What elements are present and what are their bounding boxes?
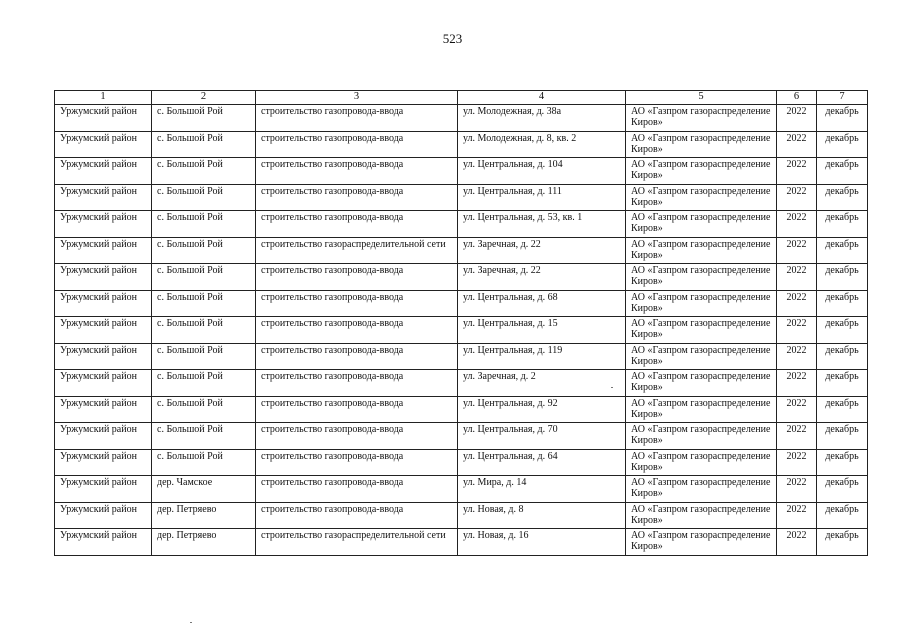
- cell-month: декабрь: [817, 423, 868, 450]
- cell-year: 2022: [777, 449, 817, 476]
- cell-month: декабрь: [817, 211, 868, 238]
- cell-work-type: строительство газопровода-ввода: [256, 131, 458, 158]
- cell-district: Уржумский район: [55, 211, 152, 238]
- cell-year: 2022: [777, 529, 817, 556]
- cell-district: Уржумский район: [55, 105, 152, 132]
- cell-locality: с. Большой Рой: [152, 370, 256, 397]
- cell-locality: с. Большой Рой: [152, 264, 256, 291]
- cell-locality: с. Большой Рой: [152, 105, 256, 132]
- cell-district: Уржумский район: [55, 264, 152, 291]
- scan-speck: [611, 387, 613, 388]
- cell-address: ул. Молодежная, д. 8, кв. 2: [458, 131, 626, 158]
- cell-district: Уржумский район: [55, 423, 152, 450]
- cell-work-type: строительство газопровода-ввода: [256, 317, 458, 344]
- cell-work-type: строительство газопровода-ввода: [256, 396, 458, 423]
- cell-address: ул. Центральная, д. 119: [458, 343, 626, 370]
- cell-district: Уржумский район: [55, 449, 152, 476]
- cell-work-type: строительство газопровода-ввода: [256, 211, 458, 238]
- cell-work-type: строительство газопровода-ввода: [256, 423, 458, 450]
- table-row: [55, 211, 868, 238]
- cell-year: 2022: [777, 502, 817, 529]
- table-header-row: [55, 91, 868, 105]
- cell-organization: АО «Газпром газораспределение Киров»: [626, 158, 777, 185]
- cell-address: ул. Центральная, д. 15: [458, 317, 626, 344]
- cell-month: декабрь: [817, 158, 868, 185]
- cell-address: ул. Заречная, д. 22: [458, 264, 626, 291]
- table-row: [55, 476, 868, 503]
- cell-locality: с. Большой Рой: [152, 290, 256, 317]
- cell-organization: АО «Газпром газораспределение Киров»: [626, 211, 777, 238]
- cell-work-type: строительство газораспределительной сети: [256, 237, 458, 264]
- cell-year: 2022: [777, 370, 817, 397]
- cell-month: декабрь: [817, 396, 868, 423]
- cell-work-type: строительство газопровода-ввода: [256, 449, 458, 476]
- cell-address: ул. Мира, д. 14: [458, 476, 626, 503]
- cell-locality: дер. Чамское: [152, 476, 256, 503]
- cell-month: декабрь: [817, 449, 868, 476]
- cell-year: 2022: [777, 184, 817, 211]
- cell-locality: с. Большой Рой: [152, 343, 256, 370]
- cell-district: Уржумский район: [55, 237, 152, 264]
- cell-district: Уржумский район: [55, 502, 152, 529]
- cell-locality: с. Большой Рой: [152, 131, 256, 158]
- cell-locality: с. Большой Рой: [152, 317, 256, 344]
- cell-month: декабрь: [817, 529, 868, 556]
- cell-locality: с. Большой Рой: [152, 237, 256, 264]
- cell-organization: АО «Газпром газораспределение Киров»: [626, 370, 777, 397]
- cell-district: Уржумский район: [55, 370, 152, 397]
- column-header-district: 1: [55, 91, 152, 105]
- cell-address: ул. Центральная, д. 70: [458, 423, 626, 450]
- cell-district: Уржумский район: [55, 131, 152, 158]
- cell-year: 2022: [777, 237, 817, 264]
- cell-year: 2022: [777, 290, 817, 317]
- cell-organization: АО «Газпром газораспределение Киров»: [626, 476, 777, 503]
- cell-work-type: строительство газопровода-ввода: [256, 184, 458, 211]
- cell-locality: с. Большой Рой: [152, 158, 256, 185]
- cell-work-type: строительство газопровода-ввода: [256, 158, 458, 185]
- table-row: [55, 237, 868, 264]
- cell-organization: АО «Газпром газораспределение Киров»: [626, 449, 777, 476]
- table-row: [55, 264, 868, 291]
- cell-address: ул. Центральная, д. 68: [458, 290, 626, 317]
- cell-district: Уржумский район: [55, 317, 152, 344]
- table-row: [55, 396, 868, 423]
- cell-month: декабрь: [817, 105, 868, 132]
- page-number: 523: [442, 31, 463, 46]
- cell-year: 2022: [777, 158, 817, 185]
- column-header-year: 6: [777, 91, 817, 105]
- scan-speck: [190, 622, 192, 623]
- table-row: [55, 529, 868, 556]
- cell-locality: дер. Петряево: [152, 502, 256, 529]
- cell-organization: АО «Газпром газораспределение Киров»: [626, 317, 777, 344]
- cell-year: 2022: [777, 343, 817, 370]
- cell-work-type: строительство газопровода-ввода: [256, 264, 458, 291]
- cell-address: ул. Центральная, д. 104: [458, 158, 626, 185]
- cell-district: Уржумский район: [55, 343, 152, 370]
- cell-organization: АО «Газпром газораспределение Киров»: [626, 105, 777, 132]
- cell-month: декабрь: [817, 502, 868, 529]
- cell-year: 2022: [777, 317, 817, 344]
- cell-district: Уржумский район: [55, 529, 152, 556]
- cell-organization: АО «Газпром газораспределение Киров»: [626, 290, 777, 317]
- cell-organization: АО «Газпром газораспределение Киров»: [626, 237, 777, 264]
- cell-organization: АО «Газпром газораспределение Киров»: [626, 502, 777, 529]
- cell-address: ул. Центральная, д. 53, кв. 1: [458, 211, 626, 238]
- cell-address: ул. Молодежная, д. 38а: [458, 105, 626, 132]
- table-row: [55, 423, 868, 450]
- column-header-organization: 5: [626, 91, 777, 105]
- cell-district: Уржумский район: [55, 158, 152, 185]
- cell-district: Уржумский район: [55, 290, 152, 317]
- column-header-month: 7: [817, 91, 868, 105]
- cell-district: Уржумский район: [55, 396, 152, 423]
- cell-address: ул. Центральная, д. 111: [458, 184, 626, 211]
- table-row: [55, 131, 868, 158]
- cell-month: декабрь: [817, 343, 868, 370]
- cell-organization: АО «Газпром газораспределение Киров»: [626, 343, 777, 370]
- cell-year: 2022: [777, 476, 817, 503]
- cell-work-type: строительство газопровода-ввода: [256, 290, 458, 317]
- cell-locality: с. Большой Рой: [152, 211, 256, 238]
- cell-locality: дер. Петряево: [152, 529, 256, 556]
- table-row: [55, 449, 868, 476]
- table-row: [55, 158, 868, 185]
- cell-address: ул. Заречная, д. 22: [458, 237, 626, 264]
- cell-work-type: строительство газопровода-ввода: [256, 343, 458, 370]
- cell-year: 2022: [777, 211, 817, 238]
- table-body: [55, 105, 868, 556]
- cell-work-type: строительство газопровода-ввода: [256, 476, 458, 503]
- table-row: [55, 317, 868, 344]
- cell-district: Уржумский район: [55, 184, 152, 211]
- cell-work-type: строительство газопровода-ввода: [256, 370, 458, 397]
- cell-year: 2022: [777, 131, 817, 158]
- cell-district: Уржумский район: [55, 476, 152, 503]
- table-row: [55, 184, 868, 211]
- cell-locality: с. Большой Рой: [152, 449, 256, 476]
- cell-month: декабрь: [817, 237, 868, 264]
- cell-month: декабрь: [817, 184, 868, 211]
- table-row: [55, 105, 868, 132]
- cell-organization: АО «Газпром газораспределение Киров»: [626, 423, 777, 450]
- cell-organization: АО «Газпром газораспределение Киров»: [626, 264, 777, 291]
- cell-organization: АО «Газпром газораспределение Киров»: [626, 131, 777, 158]
- cell-month: декабрь: [817, 290, 868, 317]
- cell-month: декабрь: [817, 264, 868, 291]
- column-header-work-type: 3: [256, 91, 458, 105]
- cell-locality: с. Большой Рой: [152, 396, 256, 423]
- cell-month: декабрь: [817, 370, 868, 397]
- table-row: [55, 343, 868, 370]
- column-header-address: 4: [458, 91, 626, 105]
- cell-work-type: строительство газопровода-ввода: [256, 502, 458, 529]
- table-row: [55, 502, 868, 529]
- cell-organization: АО «Газпром газораспределение Киров»: [626, 396, 777, 423]
- cell-year: 2022: [777, 264, 817, 291]
- cell-address: ул. Новая, д. 16: [458, 529, 626, 556]
- works-table: [54, 90, 868, 556]
- cell-work-type: строительство газопровода-ввода: [256, 105, 458, 132]
- column-header-locality: 2: [152, 91, 256, 105]
- cell-address: ул. Центральная, д. 64: [458, 449, 626, 476]
- cell-address: ул. Заречная, д. 2: [458, 370, 626, 397]
- cell-work-type: строительство газораспределительной сети: [256, 529, 458, 556]
- table-row: [55, 370, 868, 397]
- cell-year: 2022: [777, 105, 817, 132]
- cell-year: 2022: [777, 423, 817, 450]
- cell-year: 2022: [777, 396, 817, 423]
- cell-month: декабрь: [817, 476, 868, 503]
- cell-organization: АО «Газпром газораспределение Киров»: [626, 184, 777, 211]
- cell-locality: с. Большой Рой: [152, 423, 256, 450]
- cell-month: декабрь: [817, 131, 868, 158]
- cell-address: ул. Центральная, д. 92: [458, 396, 626, 423]
- cell-month: декабрь: [817, 317, 868, 344]
- cell-address: ул. Новая, д. 8: [458, 502, 626, 529]
- table-row: [55, 290, 868, 317]
- cell-locality: с. Большой Рой: [152, 184, 256, 211]
- cell-organization: АО «Газпром газораспределение Киров»: [626, 529, 777, 556]
